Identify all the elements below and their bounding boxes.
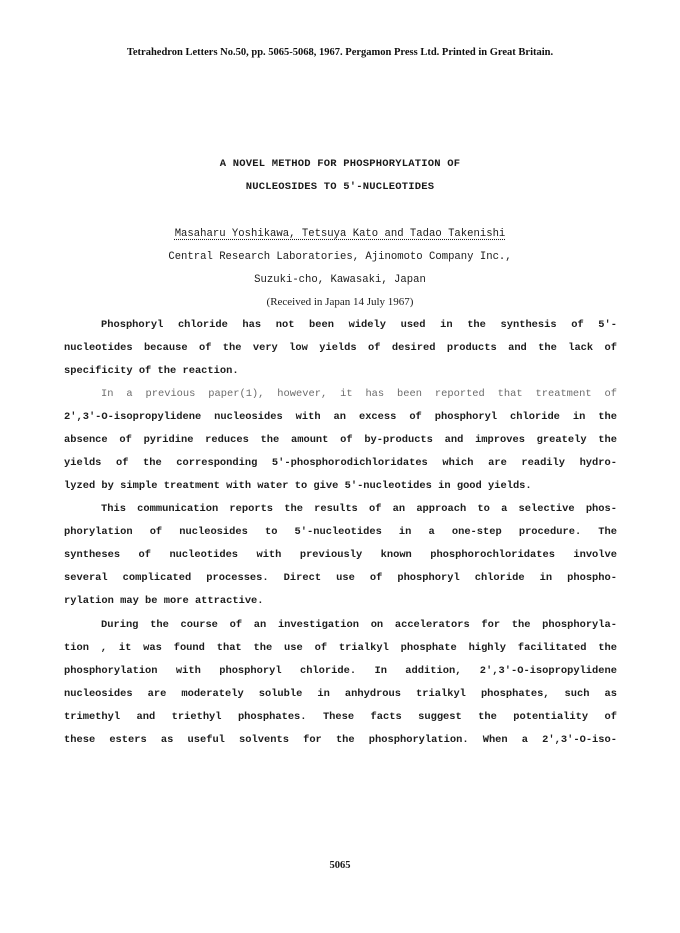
paragraph-3-line-5: rylation may be more attractive. — [64, 595, 264, 607]
received-date: (Received in Japan 14 July 1967) — [266, 296, 414, 308]
paragraph-3-line-1: This communication reports the results of an approach to a selective phos- — [101, 503, 617, 515]
article-title-line-1: A NOVEL METHOD FOR PHOSPHORYLATION OF — [219, 158, 461, 170]
paragraph-4-line-4: nucleosides are moderately soluble in anhydrous trialkyl phosphates, such as — [64, 688, 617, 700]
affiliation-line-1: Central Research Laboratories, Ajinomoto Company Inc., — [168, 251, 512, 263]
paragraph-4-line-6: these esters as useful solvents for the phosphorylation. When a 2′,3′-O-iso- — [64, 734, 617, 746]
paragraph-3-line-3: syntheses of nucleotides with previously known phosphorochloridates involve — [64, 549, 617, 561]
paragraph-4-line-1: During the course of an investigation on accelerators for the phosphoryla- — [101, 619, 617, 631]
paragraph-2-line-4: yields of the corresponding 5′-phosphorodichloridates which are readily hydro- — [64, 457, 617, 469]
paragraph-3-line-4: several complicated processes. Direct use of phosphoryl chloride in phospho- — [64, 572, 617, 584]
paragraph-1-line-3: specificity of the reaction. — [64, 365, 239, 377]
paragraph-2-line-3: absence of pyridine reduces the amount of by-products and improves greately the — [64, 434, 617, 446]
authors: Masaharu Yoshikawa, Tetsuya Kato and Tadao Takenishi — [174, 228, 506, 240]
paragraph-2-line-2: 2′,3′-O-isopropylidene nucleosides with an excess of phosphoryl chloride in the — [64, 411, 617, 423]
paragraph-4-line-5: trimethyl and triethyl phosphates. These facts suggest the potentiality of — [64, 711, 617, 723]
page-number: 5065 — [329, 860, 351, 871]
journal-header: Tetrahedron Letters No.50, pp. 5065-5068, 1967. Pergamon Press Ltd. Printed in Great Britain. — [126, 47, 554, 58]
paragraph-2-line-5: lyzed by simple treatment with water to give 5′-nucleotides in good yields. — [64, 480, 532, 492]
paragraph-3-line-2: phorylation of nucleosides to 5′-nucleotides in a one-step procedure. The — [64, 526, 617, 538]
paragraph-4-line-3: phosphorylation with phosphoryl chloride. In addition, 2′,3′-O-isopropylidene — [64, 665, 617, 677]
paragraph-2-line-1: In a previous paper(1), however, it has been reported that treatment of — [101, 388, 617, 400]
article-title-line-2: NUCLEOSIDES TO 5′-NUCLEOTIDES — [245, 181, 435, 193]
affiliation-line-2: Suzuki-cho, Kawasaki, Japan — [254, 274, 426, 286]
paragraph-4-line-2: tion , it was found that the use of trialkyl phosphate highly facilitated the — [64, 642, 617, 654]
paragraph-1-line-1: Phosphoryl chloride has not been widely used in the synthesis of 5′- — [101, 319, 617, 331]
paragraph-1-line-2: nucleotides because of the very low yields of desired products and the lack of — [64, 342, 617, 354]
